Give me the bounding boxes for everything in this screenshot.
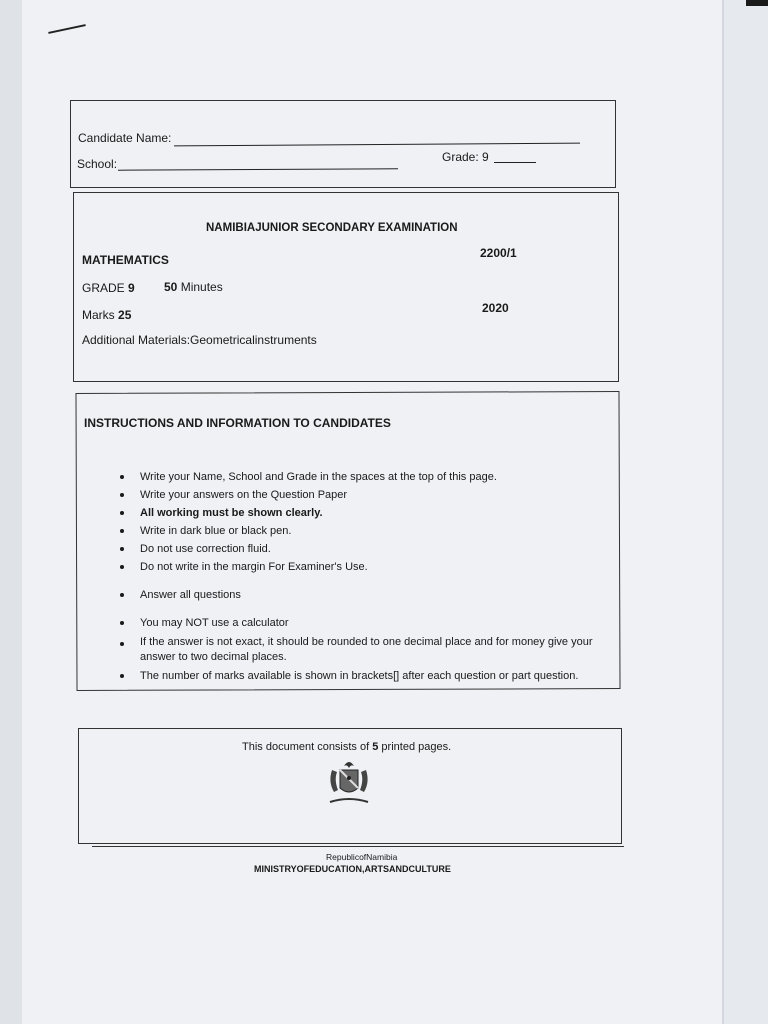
instructions-list	[118, 468, 618, 685]
instructions-heading: INSTRUCTIONS AND INFORMATION TO CANDIDATES	[84, 416, 391, 430]
list-item: Do not use correction fluid.	[118, 540, 618, 558]
scan-background	[722, 0, 768, 1024]
duration-line	[164, 280, 223, 294]
grade-line	[82, 281, 135, 295]
grade-field[interactable]	[494, 162, 536, 163]
list-item: You may NOT use a calculator	[118, 614, 618, 632]
marks-number: 25	[118, 308, 132, 322]
list-item: Write your Name, School and Grade in the spaces at the top of this page.	[118, 468, 618, 486]
list-item: All working must be shown clearly.	[118, 504, 618, 522]
scan-edge-mark	[746, 0, 768, 6]
exam-details-box	[73, 192, 619, 382]
list-item: Do not write in the margin For Examiner's Use.	[118, 558, 618, 576]
grade-number: 9	[128, 281, 135, 295]
additional-materials: Additional Materials:Geometricalinstruments	[82, 333, 317, 347]
paper-code: 2200/1	[480, 246, 517, 260]
exam-year: 2020	[482, 301, 509, 315]
duration-unit: Minutes	[180, 280, 223, 294]
grade-text: GRADE	[82, 281, 125, 295]
marks-text: Marks	[82, 308, 115, 322]
list-item: Write in dark blue or black pen.	[118, 522, 618, 540]
marks-line	[82, 308, 131, 322]
page-count-prefix: This document consists of	[242, 741, 370, 753]
candidate-name-label: Candidate Name:	[78, 131, 172, 145]
republic-label: RepublicofNamibia	[326, 852, 398, 862]
list-item: Answer all questions	[118, 586, 618, 604]
school-label: School:	[77, 157, 118, 171]
page-count-line	[242, 741, 451, 753]
footer-divider	[92, 846, 624, 847]
grade-label: Grade: 9	[442, 150, 489, 164]
subject-title: MATHEMATICS	[82, 253, 169, 267]
page-count-value: 5	[372, 741, 379, 753]
page-count-suffix: printed pages.	[381, 741, 452, 753]
list-item: Write your answers on the Question Paper	[118, 486, 618, 504]
ministry-label: MINISTRYOFEDUCATION,ARTSANDCULTURE	[254, 864, 451, 874]
exam-board-title: NAMIBIAJUNIOR SECONDARY EXAMINATION	[206, 222, 458, 234]
duration-value: 50	[164, 280, 178, 294]
list-item: The number of marks available is shown in brackets[] after each question or part question.	[118, 667, 618, 685]
list-item: If the answer is not exact, it should be rounded to one decimal place and for money give your answer to two decimal places.	[118, 635, 618, 667]
namibia-coat-of-arms-icon	[322, 756, 376, 806]
